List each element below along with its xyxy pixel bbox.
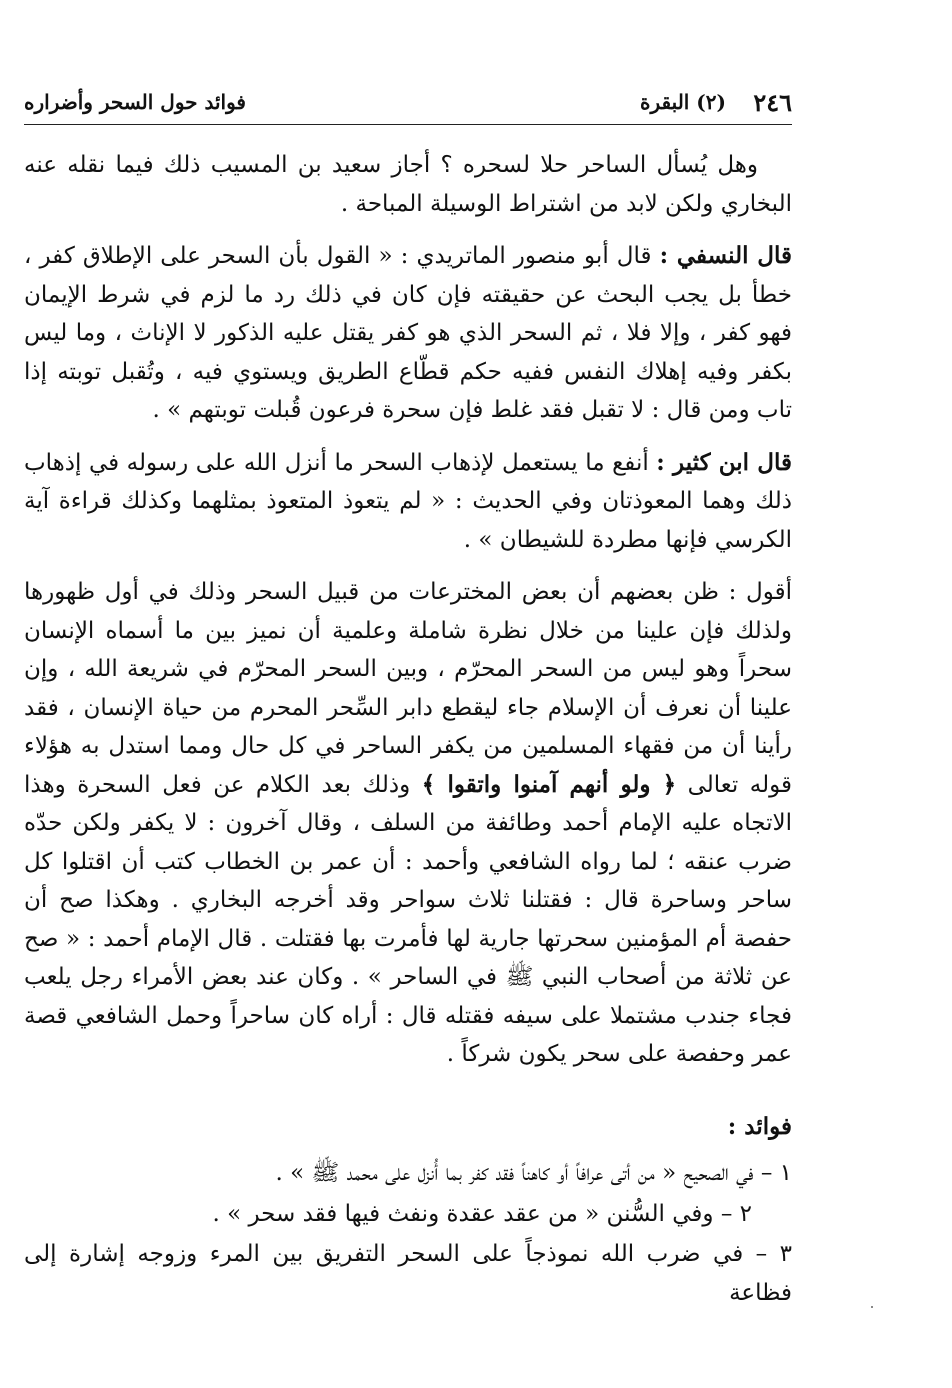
paragraph-aqul bbox=[24, 573, 792, 1074]
page-header bbox=[24, 84, 792, 125]
fawaid-item-2: ٢ – وفي السُّنن « من عقد عقدة ونفث فيها فقد سحر » . bbox=[212, 1200, 752, 1227]
aqul-text-a: أقول : ظن بعضهم أن بعض المخترعات من قبيل السحر وذلك في أول ظهورها ولذلك فإن علينا من خلال نظرة شاملة وعلمية أن نميز بين ما أسماه الإنسان سحراً وهو ليس من السحر المحرّم ، وبين السحر المحرّم في شريعة الله ، وإن علينا أن نعرف أن الإسلام جاء ليقطع دابر السِّحر المحرم من حياة الإنسان ، فقد رأينا أن من فقهاء المسلمين من يكفر الساحر في كل حال ومما استدل به هؤلاء قوله تعالى bbox=[24, 579, 793, 798]
scan-speck bbox=[871, 1306, 873, 1308]
paragraph-ibn-kathir bbox=[24, 444, 792, 560]
fawaid-item-1: ١ – في الصحيح « من أتى عرافاً أو كاهناً فقد كفر بما أُنزل على محمد ﷺ » . bbox=[275, 1160, 792, 1186]
aqul-text-b: وذلك بعد الكلام عن فعل السحرة وهذا الاتجاه عليه الإمام أحمد وطائفة من السلف ، وقال آخرون : لا يكفر ولكن حدّه ضرب عنقه ؛ لما رواه الشافعي وأحمد : أن عمر بن الخطاب كتب أن اقتلوا كل ساحر وساحرة قال : فقتلنا ثلاث سواحر وقد أخرجه البخاري . وهكذا صح أن حفصة أم المؤمنين سحرتها جارية لها فأمرت بها فقتلت . قال الإمام أحمد : « صح عن ثلاثة من أصحاب النبي ﷺ في الساحر » . وكان عند بعض الأمراء رجل يلعب فجاء جندب مشتملا على سيفه فقتله قال : أراه كان ساحراً وحمل الشافعي قصة عمر وحفصة على سحر يكون شركاً . bbox=[24, 771, 792, 1067]
quran-quote: ﴿ ولو أنهم آمنوا واتقوا ﴾ bbox=[421, 770, 677, 798]
page-body bbox=[24, 146, 792, 1314]
surah-label: (٢) البقرة bbox=[640, 90, 726, 114]
fawaid-heading: فوائد : bbox=[727, 1112, 792, 1140]
page-number: ٢٤٦ bbox=[753, 88, 792, 117]
chapter-topic: فوائد حول السحر وأضراره bbox=[24, 90, 246, 114]
ibn-kathir-text: أنفع ما يستعمل لإذهاب السحر ما أنزل الله على رسوله في إذهاب ذلك وهما المعوذتان وفي الحديث : « لم يتعوذ المتعوذ بمثلهما وكذلك قراءة آية الكرسي فإنها مطردة للشيطان » . bbox=[24, 449, 792, 553]
fawaid-item-3: ٣ – في ضرب الله نموذجاً على السحر التفريق بين المرء وزوجه إشارة إلى فظاعة bbox=[24, 1241, 792, 1306]
paragraph-nasafi bbox=[24, 237, 792, 430]
speaker-nasafi: قال النسفي : bbox=[659, 242, 792, 269]
speaker-ibn-kathir: قال ابن كثير : bbox=[656, 448, 793, 476]
paragraph-1: وهل يُسأل الساحر حلا لسحره ؟ أجاز سعيد بن المسيب ذلك فيما نقله عنه البخاري ولكن لابد من اشتراط الوسيلة المباحة . bbox=[24, 152, 792, 217]
nasafi-text: قال أبو منصور الماتريدي : « القول بأن السحر على الإطلاق كفر ، خطأ بل يجب البحث عن حقيقته فإن كان في ذلك رد ما لزم في شرط الإيمان فهو كفر ، وإلا فلا ، ثم السحر الذي هو كفر يقتل عليه الذكور لا الإناث ، وما ليس بكفر وفيه إهلاك النفس ففيه حكم قطّاع الطريق ويستوي فيه ، وتُقبل توبته إذا تاب ومن قال : لا تقبل فقد غلط فإن سحرة فرعون قُبلت توبتهم » . bbox=[24, 243, 792, 423]
